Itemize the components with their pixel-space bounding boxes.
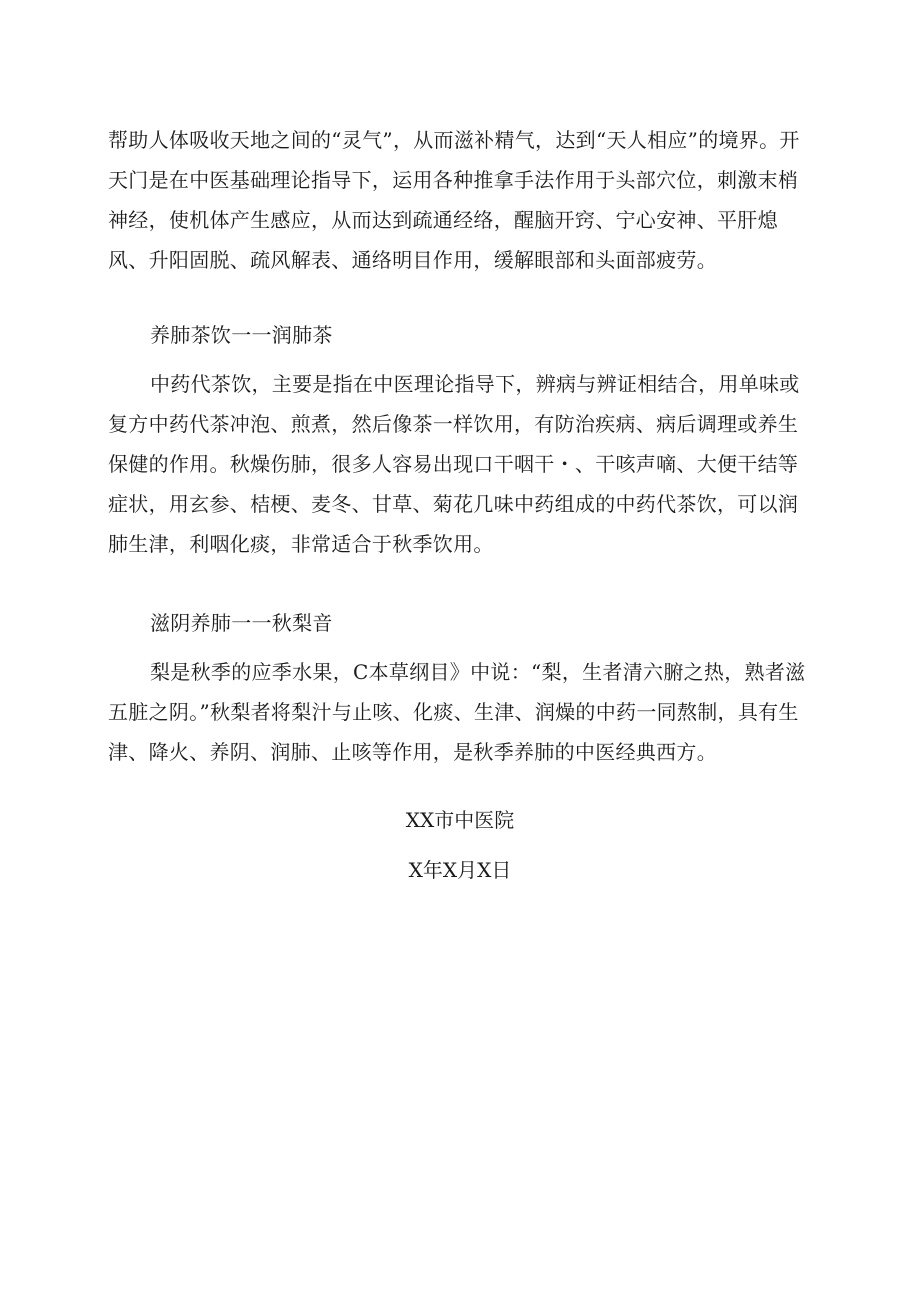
paragraph-head-massage: 帮助人体吸收天地之间的“灵气”，从而滋补精气，达到“天人相应”的境界。开天门是在中医基础理论指导下，运用各种推拿手法作用于头部穴位，刺激末梢神经，使机体产生感应，从而达到疏通经络，醒脑开窍、宁心安神、平肝熄风、升阳固脱、疏风解表、通络明目作用，缓解眼部和头面部疲劳。 xyxy=(108,128,800,272)
signature-hospital-text: XX市中医院 xyxy=(405,808,515,832)
signature-hospital xyxy=(0,800,920,840)
paragraph-herbal-tea: 中药代茶饮，主要是指在中医理论指导下，辨病与辨证相结合，用单味或复方中药代茶冲泡、煎煮，然后像茶一样饮用，有防治疾病、病后调理或养生保健的作用。秋燥伤肺，很多人容易出现口干咽干・、干咳声嘀、大便干结等症状，用玄参、桔梗、麦冬、甘草、菊花几味中药组成的中药代茶饮，可以润肺生津，利咽化痰，非常适合于秋季饮用。 xyxy=(108,372,800,556)
heading-lung-tea: 养肺茶饮一一润肺茶 xyxy=(150,323,333,347)
paragraph-autumn-pear: 梨是秋季的应季水果，C本草纲目》中说：“梨，生者清六腑之热，熟者滋五脏之阴。”秋梨者将梨汁与止咳、化痰、生津、润燥的中药一同熬制，具有生津、降火、养阴、润肺、止咳等作用，是秋季养肺的中医经典西方。 xyxy=(108,660,806,764)
heading-autumn-pear: 滋阴养肺一一秋梨音 xyxy=(150,611,333,635)
signature-date-text: X年X月X日 xyxy=(408,858,512,882)
signature-date xyxy=(0,850,920,890)
